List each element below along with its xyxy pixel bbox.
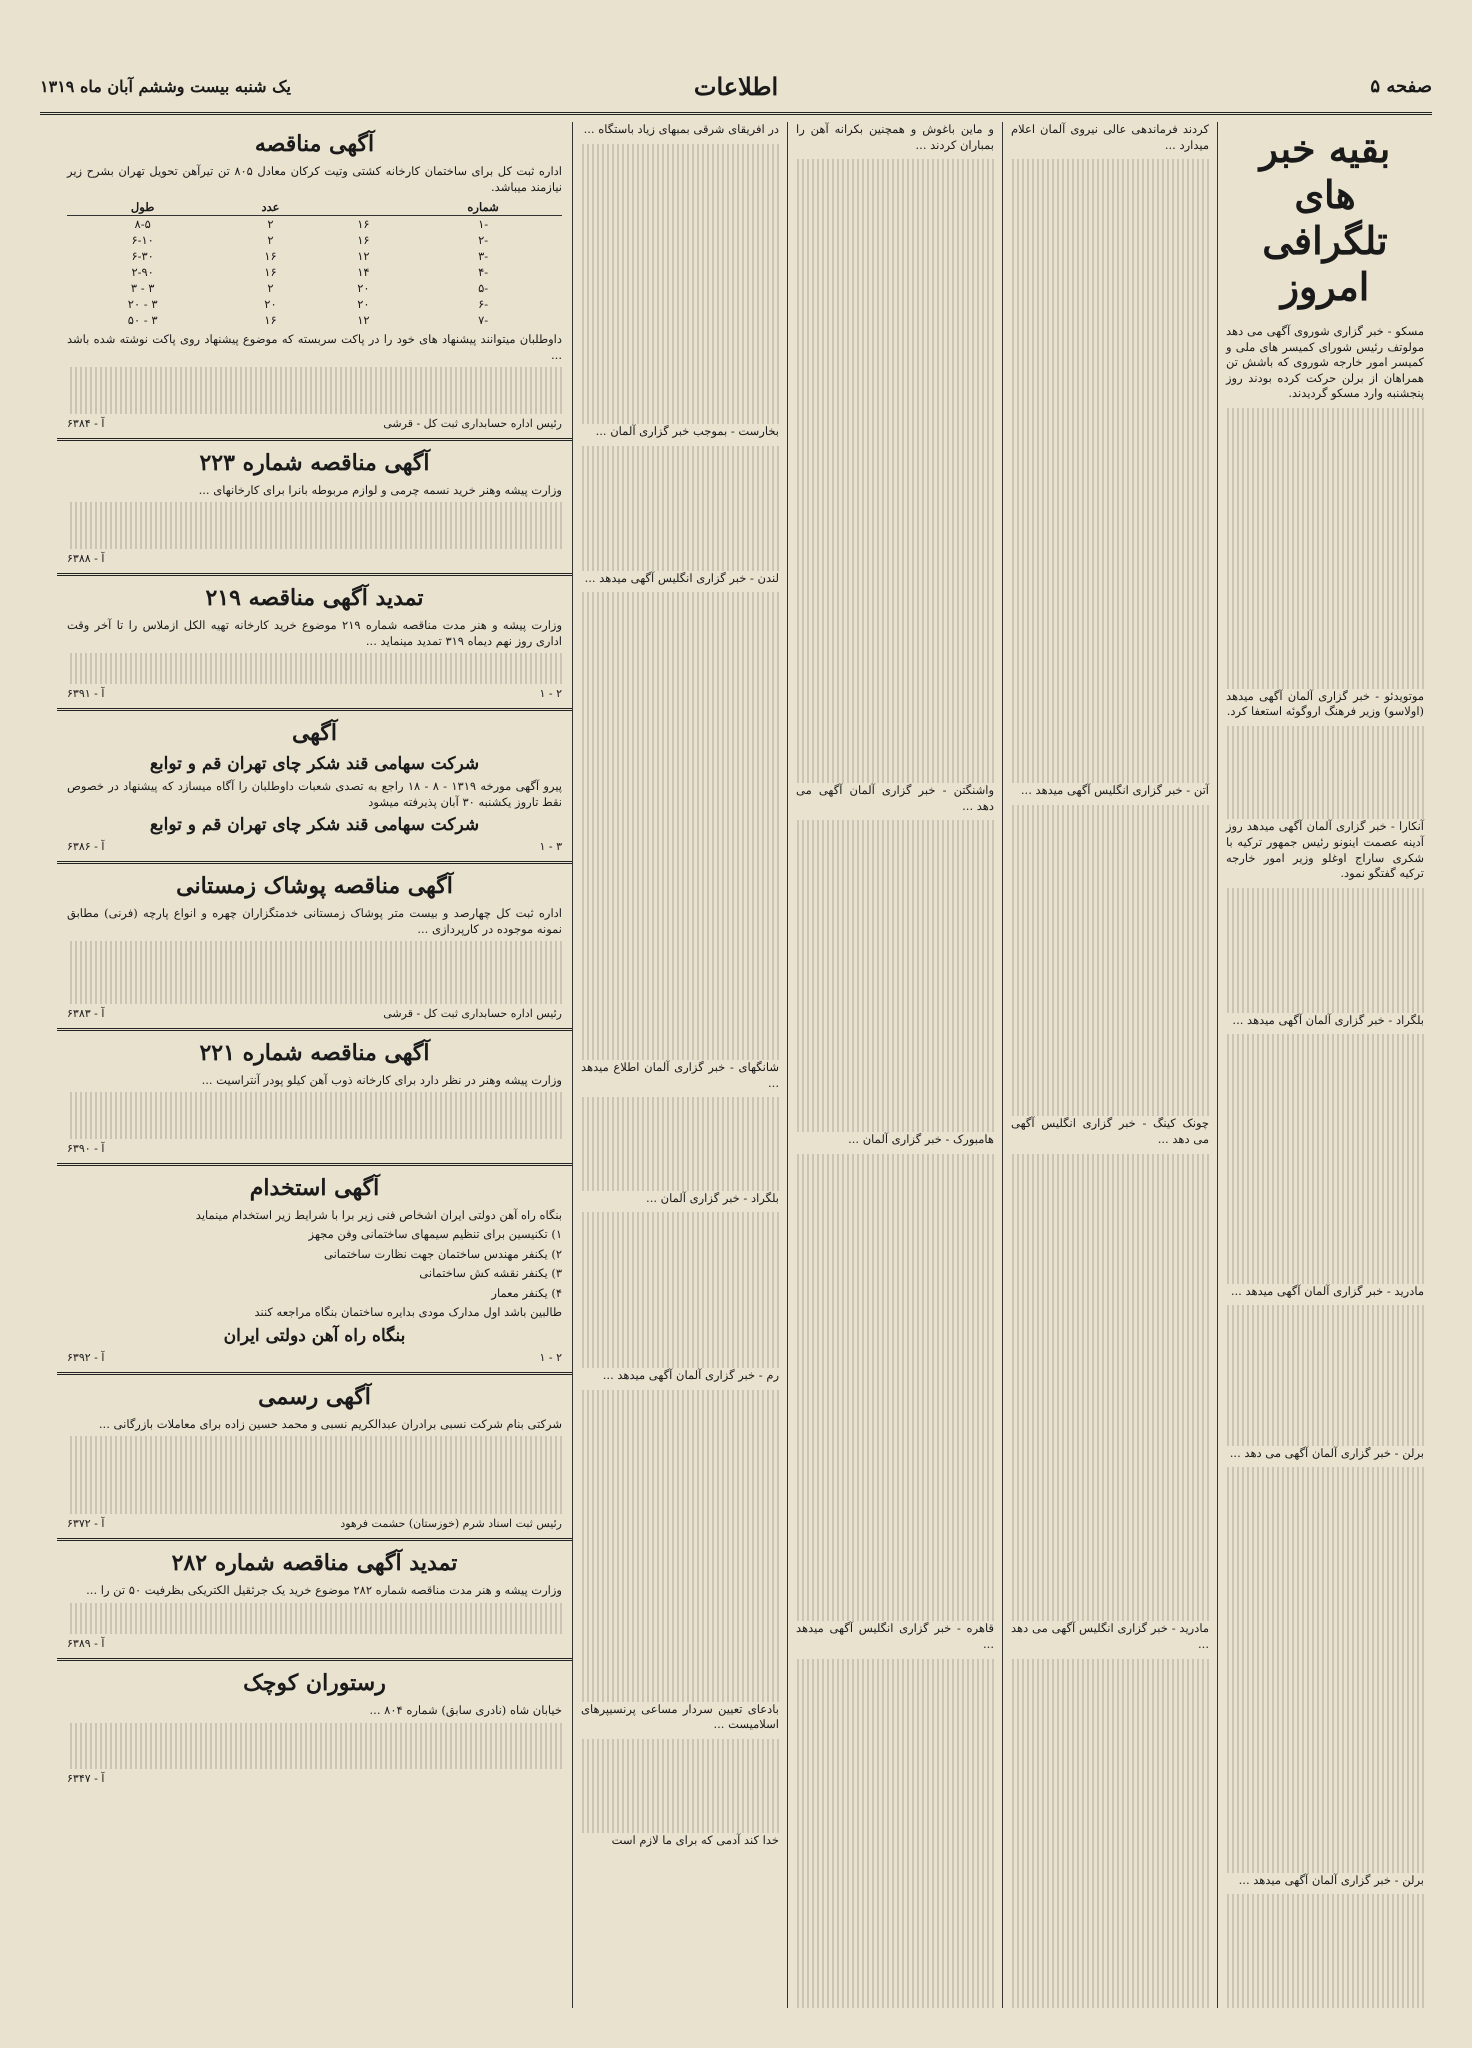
- table-row: -۶ ۲۰ ۲۰ ۳ - ۲۰: [127, 297, 489, 311]
- ad-tender-223: [57, 441, 572, 576]
- ad-text: اداره ثبت کل چهارصد و بیست متر پوشاک زمستانی خدمتگزاران چهره و انواع پارچه (فرنی) مطابق نمونه موجوده در کارپردازی ...: [67, 906, 562, 936]
- ad-tender-282-extension: [57, 1541, 572, 1661]
- col3-paragraph-4: قاهره - خبر گزاری انگلیس آگهی میدهد ...: [796, 1621, 994, 1651]
- ad-ref: آ - ۶۳۸۸: [67, 552, 105, 566]
- ad-ref: رئیس ثبت اسناد شرم (خوزستان) حشمت فرهود آ - ۶۳۷۲: [67, 1517, 562, 1531]
- issue-date: یک شنبه بیست وششم آبان ماه ۱۳۱۹: [40, 76, 291, 96]
- col3-paragraph-3: هامبورک - خبر گزاری آلمان ...: [848, 1132, 994, 1146]
- ad-employment: [57, 1166, 572, 1375]
- col-header-count: عدد: [218, 199, 322, 216]
- table-row: -۳ ۱۲ ۱۶ ۶-۳۰: [131, 249, 489, 263]
- col-header-length: طول: [67, 199, 218, 216]
- ad-ref: آ - ۶۳۸۹: [67, 1637, 105, 1651]
- col2-paragraph-3: چونک کینگ - خبر گزاری انگلیس آگهی می دهد ...: [1011, 1116, 1209, 1146]
- list-item: ۳) یکنفر نقشه کش ساختمانی: [419, 1266, 562, 1281]
- masthead: [40, 60, 1432, 115]
- ad-text: وزارت پیشه و هنر مدت مناقصه شماره ۲۱۹ موضوع خرید کارخانه تهیه الکل ازملاس را تا آخر وقت اداری روز نهم دیماه ۳۱۹ تمدید مینماید ...: [67, 618, 563, 648]
- lead-paragraph-4: بلگراد - خبر گزاری آلمان آگهی میدهد ...: [1232, 1012, 1424, 1027]
- ad-ref: آ - ۶۳۴۷: [67, 1772, 105, 1786]
- ad-title: آگهی رسمی: [258, 1383, 371, 1410]
- table-row: -۱ ۱۶ ۲ ۸-۵: [134, 217, 489, 231]
- col2-paragraph-4: مادرید - خبر گزاری انگلیس آگهی می دهد ...: [1011, 1621, 1209, 1651]
- bottom-note-2: خدا کند آدمی که برای ما لازم است: [611, 1832, 779, 1847]
- col4-paragraph-6: رم - خبر گزاری آلمان آگهی میدهد ...: [602, 1368, 779, 1383]
- ad-tender-221: [57, 1031, 572, 1166]
- ad-ref: رئیس اداره حسابداری ثبت کل - قرشی آ - ۶۳۸۴: [67, 416, 562, 430]
- ad-title: تمدید آگهی مناقصه شماره ۲۸۲: [171, 1550, 458, 1577]
- ad-title: آگهی استخدام: [249, 1174, 380, 1201]
- news-column-4: [572, 122, 787, 2008]
- list-item: ۴) یکنفر معمار: [491, 1285, 562, 1300]
- lead-headline: بقیه خبر های تلگرافی امروز: [1259, 126, 1391, 309]
- ad-text: خیابان شاه (نادری سابق) شماره ۸۰۴ ...: [369, 1703, 562, 1718]
- col2-paragraph-2: آتن - خبر گزاری انگلیس آگهی میدهد ...: [1020, 782, 1209, 797]
- col4-paragraph-3: لندن - خبر گزاری انگلیس آگهی میدهد ...: [584, 570, 779, 585]
- table-row: -۵ ۲۰ ۲ ۳ - ۳: [130, 281, 489, 295]
- page-number: صفحه ۵: [1370, 75, 1432, 97]
- lead-paragraph-7: برلن - خبر گزاری آلمان آگهی میدهد ...: [1238, 1872, 1424, 1887]
- list-item: ۲) یکنفر مهندس ساختمان جهت نظارت ساختمانی: [324, 1246, 562, 1261]
- ad-tender-1: [57, 122, 572, 441]
- lead-paragraph-1: مسکو - خبر گزاری شوروی آگهی می دهد مولوتف رئیس شورای کمیسر های ملی و کمیسر امور خارجه شوروی که باشش تن همراهان از برلن حرکت کرده بودند روز پنجشنبه وارد مسکو گردیدند.: [1226, 324, 1424, 401]
- col2-paragraph-1: کردند فرماندهی عالی نیروی آلمان اعلام میدارد ...: [1011, 122, 1209, 152]
- ad-ref: ۲ - ۱ آ - ۶۳۹۱: [67, 687, 562, 701]
- ad-ref: ۳ - ۱ آ - ۶۳۸۶: [67, 840, 562, 854]
- ad-title: آگهی مناقصه: [254, 131, 375, 157]
- news-column-2: [1002, 122, 1217, 2008]
- lead-paragraph-3: آنکارا - خبر گزاری آلمان آگهی میدهد روز آدینه عصمت اینونو رئیس جمهور ترکیه با شکری ساراج اوغلو وزیر امور خارجه ترکیه گفتگو نمود.: [1226, 819, 1424, 881]
- ad-signature: بنگاه راه آهن دولتی ایران: [223, 1325, 406, 1346]
- bottom-note-1: بادعای تعیین سردار مساعی پرنسیپرهای اسلامیست ...: [581, 1701, 779, 1732]
- ad-tender-winter-clothing: [57, 864, 572, 1030]
- ad-ref: آ - ۶۳۹۰: [67, 1141, 105, 1155]
- paper-name: اطلاعات: [693, 71, 779, 101]
- col-header-number: شماره: [404, 199, 562, 216]
- ad-title: آگهی مناقصه شماره ۲۲۳: [199, 449, 430, 476]
- ad-official-notice: [57, 1375, 572, 1541]
- ad-text: وزارت پیشه وهنر خرید نسمه چرمی و لوازم مربوطه بانرا برای کارخانهای ...: [198, 482, 562, 497]
- ads-column: [57, 122, 572, 2008]
- table-row: -۴ ۱۴ ۱۶ ۲-۹۰: [131, 265, 489, 279]
- lead-paragraph-5: مادرید - خبر گزاری آلمان آگهی میدهد ...: [1230, 1283, 1424, 1298]
- ad-text: وزارت پیشه وهنر در نظر دارد برای کارخانه ذوب آهن کیلو پودر آنتراسیت ...: [201, 1072, 562, 1087]
- ad-text: بنگاه راه آهن دولتی ایران اشخاص فنی زیر برا با شرایط زیر استخدام مینماید: [195, 1207, 562, 1222]
- lead-paragraph-6: برلن - خبر گزاری آلمان آگهی می دهد ...: [1229, 1445, 1424, 1460]
- lead-paragraph-2: موتویدئو - خبر گزاری آلمان آگهی میدهد (اولاسو) وزیر فرهنگ اروگوئه استعفا کرد.: [1226, 688, 1424, 719]
- col3-paragraph-1: و ماین باغوش و همچنین بکرانه آهن را بمباران کردند ...: [796, 122, 994, 152]
- ad-ref: ۲ - ۱ آ - ۶۳۹۲: [67, 1350, 562, 1364]
- ad-text: وزارت پیشه و هنر مدت مناقصه شماره ۲۸۲ موضوع خرید یک جرثقیل الکتریکی بظرفیت ۵۰ تن را ...: [86, 1583, 562, 1598]
- col4-paragraph-1: در افریقای شرقی بمبهای زیاد باستگاه ...: [583, 122, 779, 136]
- ad-signature: شرکت سهامی قند شکر چای تهران قم و توابع: [149, 815, 480, 836]
- ad-text: اداره ثبت کل برای ساختمان کارخانه کشتی وتیت کرکان معادل ۸۰۵ تن تیرآهن تحویل تهران بشرح زیر نیازمند میباشد.: [67, 164, 562, 194]
- ad-tender-219-extension: [57, 576, 572, 711]
- ad-restaurant: [57, 1661, 572, 1793]
- table-row: -۲ ۱۶ ۲ ۶-۱۰: [131, 233, 489, 247]
- news-column-3: [787, 122, 1002, 2008]
- columns: [40, 122, 1432, 2008]
- ad-title: آگهی مناقصه پوشاک زمستانی: [176, 873, 453, 900]
- list-item: ۱) تکنیسین برای تنظیم سیمهای ساختمانی وفن مجهز: [308, 1227, 562, 1242]
- ad-ref: رئیس اداره حسابداری ثبت کل - قرشی آ - ۶۳۸۳: [67, 1006, 562, 1020]
- ad-note: طالبین باشد اول مدارک مودی بدایره ساختمان بنگاه مراجعه کنند: [254, 1305, 562, 1320]
- col4-paragraph-4: شانگهای - خبر گزاری آلمان اطلاع میدهد ...: [581, 1060, 779, 1090]
- ad-title: رستوران کوچک: [243, 1670, 386, 1697]
- table-row: -۷ ۱۲ ۱۶ ۳ - ۵۰: [127, 313, 489, 327]
- col4-paragraph-2: بخارست - بموجب خبر گزاری آلمان ...: [595, 424, 779, 439]
- lead-column: [1217, 122, 1432, 2008]
- ad-title: آگهی: [291, 720, 338, 747]
- ad-text: پیرو آگهی مورخه ۱۳۱۹ - ۸ - ۱۸ راجع به تصدی شعبات داوطلبان را آگاه میسازد که پیشنهاد در خصوص نقط تاروز یکشنبه ۳۰ آبان پذیرفته میشود: [67, 779, 562, 809]
- col3-paragraph-2: واشنگتن - خبر گزاری آلمان آگهی می دهد ...: [796, 782, 994, 813]
- ad-text: شرکتی بنام شرکت نسبی برادران عبدالکریم نسبی و محمد حسین زاده برای معاملات بازرگانی ...: [98, 1416, 562, 1431]
- ad-title: تمدید آگهی مناقصه ۲۱۹: [205, 585, 424, 612]
- ad-title: آگهی مناقصه شماره ۲۲۱: [199, 1039, 430, 1066]
- ad-body: داوطلبان میتوانند پیشنهاد های خود را در پاکت سربسته که موضوع پیشنهاد روی پاکت نوشته شده باشد ...: [67, 332, 562, 362]
- col4-paragraph-5: بلگراد - خبر گزاری آلمان ...: [646, 1190, 779, 1205]
- ad-notice-sugar-company: [57, 711, 572, 864]
- ad-subtitle: شرکت سهامی قند شکر چای تهران قم و توابع: [149, 754, 480, 775]
- bid-table: [67, 199, 562, 328]
